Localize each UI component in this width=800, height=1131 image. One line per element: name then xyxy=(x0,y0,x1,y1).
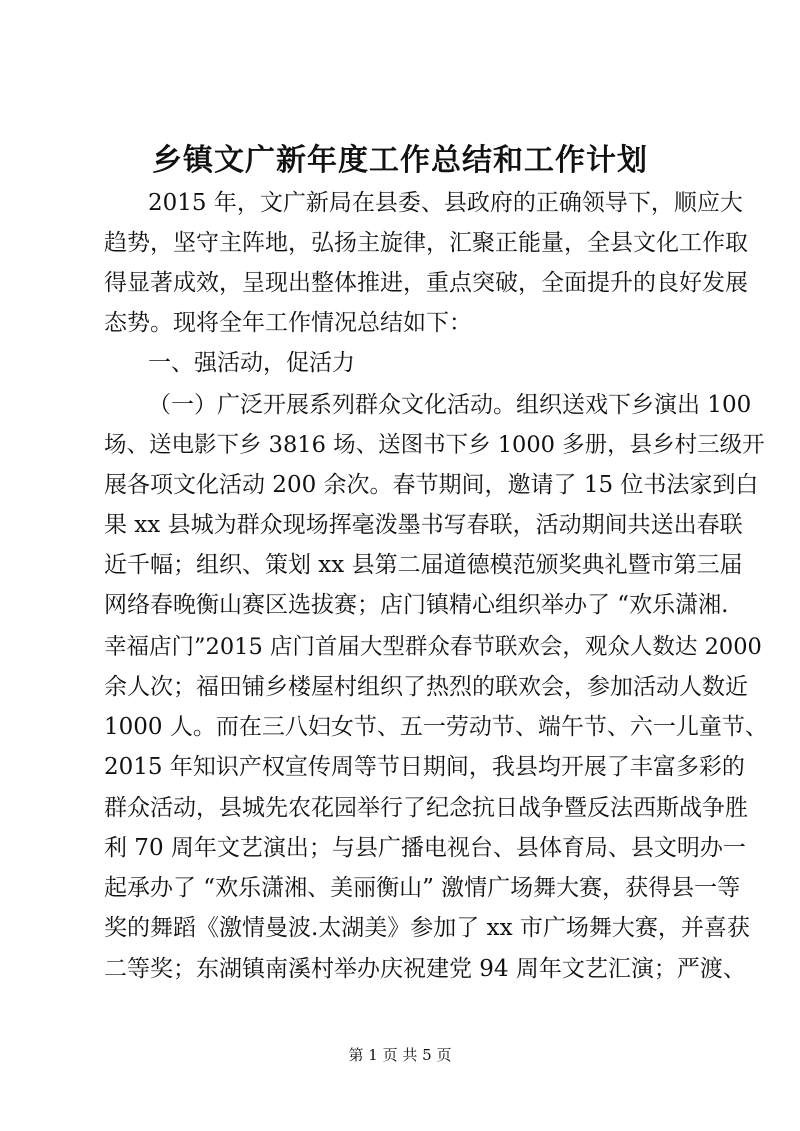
paragraph-line: 幸福店门”2015 店门首届大型群众春节联欢会，观众人数达 2000 xyxy=(104,634,762,660)
paragraph-line: 起承办了 “欢乐潇湘、美丽衡山” 激情广场舞大赛，获得县一等 xyxy=(104,875,741,901)
paragraph-line: 2015 年知识产权宣传周等节日期间，我县均开展了丰富多彩的 xyxy=(104,754,745,780)
paragraph-line: 得显著成效，呈现出整体推进，重点突破，全面提升的良好发展 xyxy=(104,270,748,296)
paragraph-line: 场、送电影下乡 3816 场、送图书下乡 1000 多册，县乡村三级开 xyxy=(104,432,765,458)
document-title: 乡镇文广新年度工作总结和工作计划 xyxy=(152,143,648,178)
paragraph-line: 态势。现将全年工作情况总结如下： xyxy=(104,310,472,336)
paragraph-line: 利 70 周年文艺演出；与县广播电视台、县体育局、县文明办一 xyxy=(104,835,746,861)
page-number-footer: 第 1 页 共 5 页 xyxy=(348,1046,452,1064)
paragraph-line: （一）广泛开展系列群众文化活动。组织送戏下乡演出 100 xyxy=(148,392,752,418)
section-heading: 一、强活动，促活力 xyxy=(148,350,355,376)
paragraph-line: 网络春晚衡山赛区选拔赛；店门镇精心组织举办了 “欢乐潇湘. xyxy=(104,592,729,618)
paragraph-line: 展各项文化活动 200 余次。春节期间，邀请了 15 位书法家到白 xyxy=(104,472,759,498)
paragraph-line: 奖的舞蹈《激情曼波.太湖美》参加了 xx 市广场舞大赛，并喜获 xyxy=(104,915,750,941)
paragraph-line: 1000 人。而在三八妇女节、五一劳动节、端午节、六一儿童节、 xyxy=(104,714,768,740)
paragraph-line: 趋势，坚守主阵地，弘扬主旋律，汇聚正能量，全县文化工作取 xyxy=(104,230,748,256)
paragraph-line: 果 xx 县城为群众现场挥毫泼墨书写春联，活动期间共送出春联 xyxy=(104,512,743,538)
paragraph-line: 近千幅；组织、策划 xx 县第二届道德模范颁奖典礼暨市第三届 xyxy=(104,552,743,578)
paragraph-line: 群众活动，县城先农花园举行了纪念抗日战争暨反法西斯战争胜 xyxy=(104,795,748,821)
paragraph-line: 余人次；福田铺乡楼屋村组织了热烈的联欢会，参加活动人数近 xyxy=(104,674,748,700)
paragraph-line: 二等奖；东湖镇南溪村举办庆祝建党 94 周年文艺汇演；严渡、 xyxy=(104,956,746,982)
paragraph-line: 2015 年，文广新局在县委、县政府的正确领导下，顺应大 xyxy=(148,190,743,216)
